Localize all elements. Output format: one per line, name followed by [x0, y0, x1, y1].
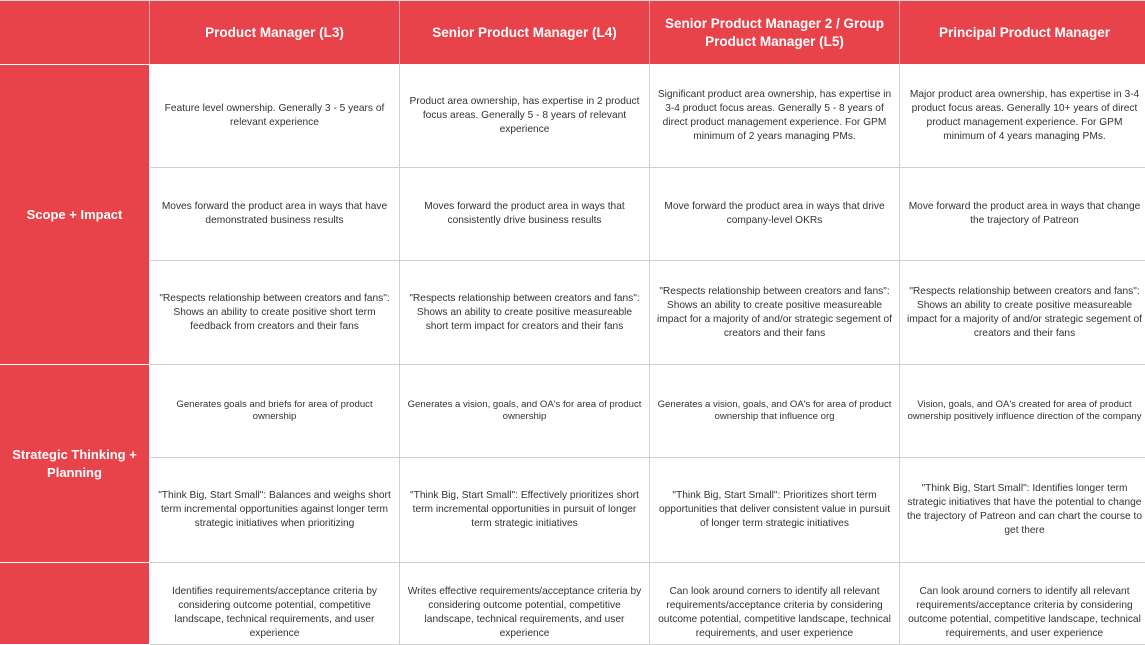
header-principal: Principal Product Manager: [900, 1, 1145, 65]
table-cell: "Respects relationship between creators and fans": Shows an ability to create positive measureable impact for a majority of and/or strategic segement of creators and their fans: [900, 261, 1145, 365]
table-cell: Move forward the product area in ways that change the trajectory of Patreon: [900, 168, 1145, 261]
table-cell: Moves forward the product area in ways that consistently drive business results: [400, 168, 650, 261]
table-cell: Feature level ownership. Generally 3 - 5 years of relevant experience: [150, 65, 400, 168]
table-cell: "Think Big, Start Small": Identifies longer term strategic initiatives that have the potential to change the trajectory of Patreon and can chart the course to get there: [900, 458, 1145, 563]
table-cell: Move forward the product area in ways that drive company-level OKRs: [650, 168, 900, 261]
corner-cell: [0, 1, 150, 65]
header-l5: Senior Product Manager 2 / Group Product Manager (L5): [650, 1, 900, 65]
table-cell: Product area ownership, has expertise in 2 product focus areas. Generally 5 - 8 years of relevant experience: [400, 65, 650, 168]
table-cell: "Think Big, Start Small": Balances and weighs short term incremental opportunities against longer term strategic initiatives when prioritizing: [150, 458, 400, 563]
table-cell: "Think Big, Start Small": Effectively prioritizes short term incremental opportunities in pursuit of longer term strategic initiatives: [400, 458, 650, 563]
table-cell: Generates goals and briefs for area of product ownership: [150, 365, 400, 458]
table-cell: Significant product area ownership, has expertise in 3-4 product focus areas. Generally 5 - 8 years of direct product management experience. For GPM minimum of 2 years managing PMs.: [650, 65, 900, 168]
table-cell: Generates a vision, goals, and OA's for area of product ownership: [400, 365, 650, 458]
table-cell: Writes effective requirements/acceptance criteria by considering outcome potential, competitive landscape, technical requirements, and user experience: [400, 563, 650, 645]
table-cell: Generates a vision, goals, and OA's for area of product ownership that influence org: [650, 365, 900, 458]
table-cell: "Respects relationship between creators and fans": Shows an ability to create positive short term feedback from creators and their fans: [150, 261, 400, 365]
table-cell: Identifies requirements/acceptance criteria by considering outcome potential, competitive landscape, technical requirements, and user experience: [150, 563, 400, 645]
category-strategic-thinking: Strategic Thinking + Planning: [0, 365, 150, 563]
table-cell: Moves forward the product area in ways that have demonstrated business results: [150, 168, 400, 261]
category-scope-impact: Scope + Impact: [0, 65, 150, 365]
table-cell: Can look around corners to identify all relevant requirements/acceptance criteria by considering outcome potential, competitive landscape, technical requirements, and user experience: [900, 563, 1145, 645]
table-cell: Can look around corners to identify all relevant requirements/acceptance criteria by considering outcome potential, competitive landscape, technical requirements, and user experience: [650, 563, 900, 645]
header-l3: Product Manager (L3): [150, 1, 400, 65]
table-cell: Vision, goals, and OA's created for area of product ownership positively influence direction of the company: [900, 365, 1145, 458]
table-cell: "Respects relationship between creators and fans": Shows an ability to create positive measureable short term impact for creators and their fans: [400, 261, 650, 365]
table-cell: "Think Big, Start Small": Prioritizes short term opportunities that deliver consistent value in pursuit of longer term strategic initiatives: [650, 458, 900, 563]
category-empty: [0, 563, 150, 645]
table-cell: "Respects relationship between creators and fans": Shows an ability to create positive measureable impact for a majority of and/or strategic segement of creators and their fans: [650, 261, 900, 365]
header-l4: Senior Product Manager (L4): [400, 1, 650, 65]
table-cell: Major product area ownership, has expertise in 3-4 product focus areas. Generally 10+ years of direct product management experience. For GPM minimum of 4 years managing PMs.: [900, 65, 1145, 168]
